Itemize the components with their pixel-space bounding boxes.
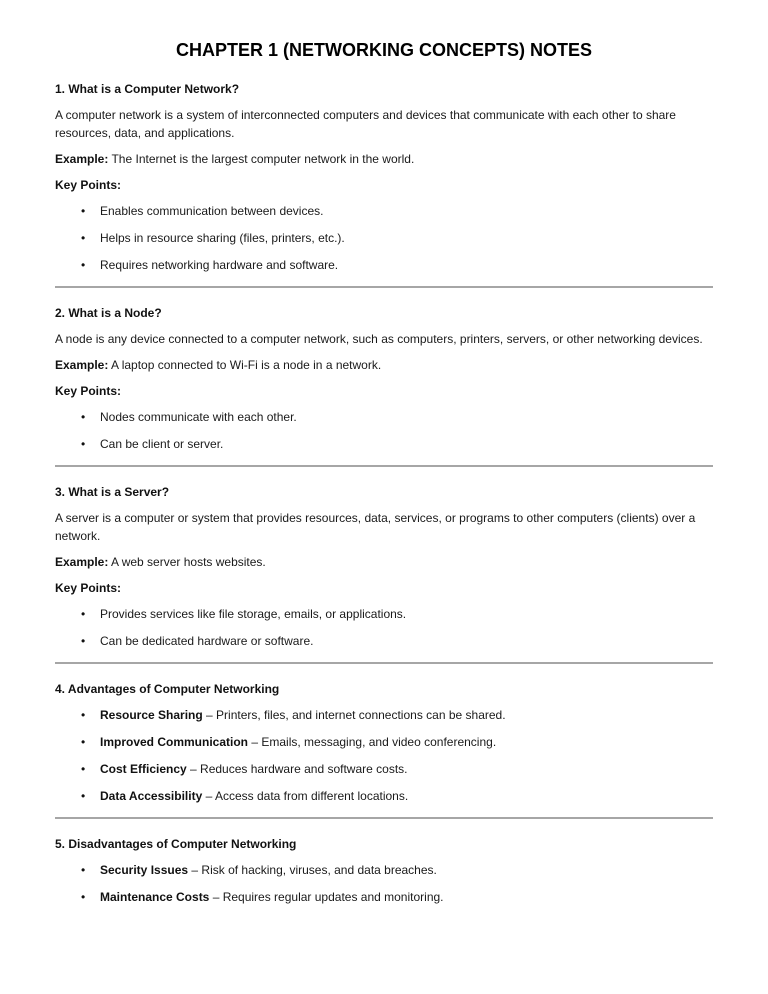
bullet-list <box>55 605 713 650</box>
bullet-term: Improved Communication <box>100 735 249 749</box>
bullet-text: – Risk of hacking, viruses, and data breaches. <box>188 863 437 877</box>
example-line <box>55 356 713 374</box>
bullet-item: • Can be client or server. <box>100 435 713 453</box>
example-text: The Internet is the largest computer network in the world. <box>108 152 415 166</box>
example-label: Example: <box>55 555 109 569</box>
key-points-label: Key Points: <box>55 384 122 398</box>
section-paragraph: A node is any device connected to a computer network, such as computers, printers, servers, or other networking devices. <box>55 332 703 346</box>
bullet-item: • Nodes communicate with each other. <box>100 408 713 426</box>
bullet-item <box>100 888 713 906</box>
bullet-text: – Reduces hardware and software costs. <box>186 762 408 776</box>
example-line <box>55 553 713 571</box>
example-text: A web server hosts websites. <box>108 555 266 569</box>
bullet-term: Security Issues <box>100 863 189 877</box>
bullet-text: – Access data from different locations. <box>202 789 409 803</box>
bullet-item: • Requires networking hardware and software. <box>100 256 713 274</box>
bullet-list <box>55 861 713 906</box>
section-heading: 4. Advantages of Computer Networking <box>55 682 280 696</box>
bullet-item: • Can be dedicated hardware or software. <box>100 632 713 650</box>
example-line <box>55 150 713 168</box>
bullet-term: Cost Efficiency <box>100 762 187 776</box>
section-heading: 5. Disadvantages of Computer Networking <box>55 837 297 851</box>
section-divider <box>55 465 713 467</box>
section-heading: 1. What is a Computer Network? <box>55 82 240 96</box>
section-advantages <box>55 680 713 805</box>
bullet-item: • Helps in resource sharing (files, printers, etc.). <box>100 229 713 247</box>
example-label: Example: <box>55 152 109 166</box>
bullet-term: Resource Sharing <box>100 708 203 722</box>
bullet-item <box>100 760 713 778</box>
bullet-item <box>100 706 713 724</box>
bullet-list <box>55 202 713 274</box>
section-paragraph: A computer network is a system of interconnected computers and devices that communicate with each other to share resources, data, and applications. <box>55 108 676 140</box>
section-what-is-a-server <box>55 483 713 650</box>
section-divider <box>55 817 713 819</box>
bullet-item <box>100 733 713 751</box>
bullet-list <box>55 408 713 453</box>
bullet-item <box>100 787 713 805</box>
section-heading: 2. What is a Node? <box>55 306 162 320</box>
bullet-item <box>100 861 713 879</box>
bullet-list <box>55 706 713 805</box>
page-title: CHAPTER 1 (NETWORKING CONCEPTS) NOTES <box>175 40 592 60</box>
bullet-text: – Requires regular updates and monitoring. <box>209 890 444 904</box>
bullet-term: Maintenance Costs <box>100 890 210 904</box>
bullet-text: – Printers, files, and internet connections can be shared. <box>202 708 506 722</box>
section-divider <box>55 286 713 288</box>
example-text: A laptop connected to Wi-Fi is a node in a network. <box>108 358 382 372</box>
bullet-term: Data Accessibility <box>100 789 203 803</box>
bullet-item: • Enables communication between devices. <box>100 202 713 220</box>
section-divider <box>55 662 713 664</box>
section-heading: 3. What is a Server? <box>55 485 170 499</box>
bullet-text: – Emails, messaging, and video conferencing. <box>248 735 497 749</box>
section-disadvantages <box>55 835 713 906</box>
example-label: Example: <box>55 358 109 372</box>
section-what-is-a-computer-network <box>55 80 713 274</box>
section-paragraph: A server is a computer or system that provides resources, data, services, or programs to other computers (clients) over a network. <box>55 511 696 543</box>
bullet-item: • Provides services like file storage, emails, or applications. <box>100 605 713 623</box>
section-what-is-a-node <box>55 304 713 453</box>
key-points-label: Key Points: <box>55 581 122 595</box>
key-points-label: Key Points: <box>55 178 122 192</box>
